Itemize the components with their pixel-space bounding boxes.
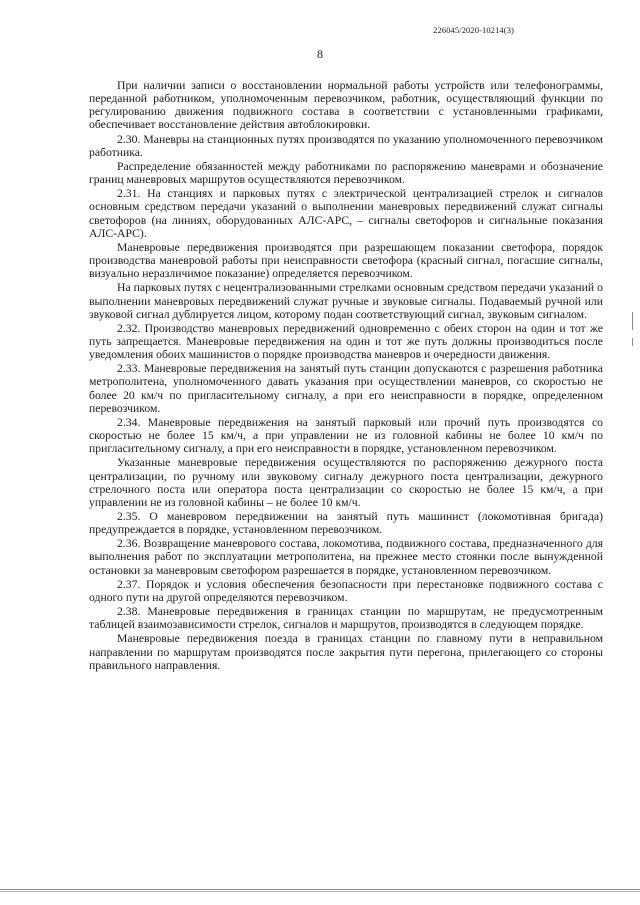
paragraph-2-34-orders: Указанные маневровые передвижения осуществляются по распоряжению дежурного поста централизации, по ручному или звуковому сигналу дежурного поста централизации, дежурного стрелочного поста или оператора поста централизации со скоростью не более 15 км/ч, а при управлении не из головной кабины – не более 10 км/ч. bbox=[89, 456, 603, 509]
document-id: 226045/2020-10214(3) bbox=[433, 25, 514, 35]
paragraph-2-31-signal: Маневровые передвижения производятся при разрешающем показании светофора, порядок производства маневровой работы при неисправности светофора (красный сигнал, погасшие сигналы, визуально неразличимое показание) определяется перевозчиком. bbox=[89, 240, 603, 281]
paragraph-2-36: 2.36. Возвращение маневрового состава, локомотива, подвижного состава, предназначенного для выполнения работ по эксплуатации метрополитена, на прежнее место стоянки после вынужденной остановки за маневровым светофором разрешается в порядке, установленном перевозчиком. bbox=[89, 537, 603, 577]
paragraph-2-38: 2.38. Маневровые передвижения в границах станции по маршрутам, не предусмотренным таблицей взаимозависимости стрелок, сигналов и маршрутов, производятся в следующем порядке. bbox=[89, 605, 603, 632]
page-number: 8 bbox=[317, 47, 323, 61]
paragraph-2-31: 2.31. На станциях и парковых путях с электрической централизацией стрелок и сигналов основным средством передачи указаний о выполнении маневровых передвижений служат сигналы светофоров (на линиях, оборудованных АЛС-АРС, – сигналы светофоров и сигнальные показания АЛС-АРС). bbox=[89, 187, 603, 240]
scan-bottom-line bbox=[0, 891, 640, 892]
paragraph-2-38-main-track: Маневровые передвижения поезда в границах станции по главному пути в неправильном направлении по маршрутам производятся после закрытия пути перегона, прилегающего со стороны правильного направления. bbox=[89, 632, 603, 672]
paragraph-2-34: 2.34. Маневровые передвижения на занятый парковый или прочий путь производятся со скоростью не более 15 км/ч, а при управлении не из головной кабины не более 10 км/ч по пригласительному сигналу, а при его неисправности в порядке, установленном перевозчиком. bbox=[89, 415, 603, 456]
paragraph-2-30: 2.30. Маневры на станционных путях производятся по указанию уполномоченного перевозчиком работника. bbox=[89, 132, 603, 159]
scan-edge-mark bbox=[632, 338, 633, 346]
paragraph-2-30-duties: Распределение обязанностей между работниками по распоряжению маневрами и обозначение границ маневровых маршрутов осуществляются перевозчиком. bbox=[89, 159, 603, 187]
paragraph-2-35: 2.35. О маневровом передвижении на занятый путь машинист (локомотивная бригада) предупреждается в порядке, установленном перевозчиком. bbox=[89, 510, 603, 537]
paragraph-2-37: 2.37. Порядок и условия обеспечения безопасности при перестановке подвижного состава с одного пути на другой определяются перевозчиком. bbox=[89, 577, 603, 604]
paragraph-2-33: 2.33. Маневровые передвижения на занятый путь станции допускаются с разрешения работника метрополитена, уполномоченного давать указания при осуществлении маневров, со скоростью не более 20 км/ч по пригласительному сигналу, а при его неисправности в порядке, определенном перевозчиком. bbox=[89, 362, 603, 415]
paragraph-intro-autoblock: При наличии записи о восстановлении нормальной работы устройств или телефонограммы, переданной работником, уполномоченным перевозчиком, работник, осуществляющий функции по регулированию движения подвижного состава в соответствии с установленными графиками, обеспечивает восстановление действия автоблокировки. bbox=[89, 79, 603, 132]
paragraph-2-32: 2.32. Производство маневровых передвижений одновременно с обеих сторон на один и тот же путь запрещается. Маневровые передвижения на один и тот же путь должны производиться после уведомления обоих машинистов о порядке производства маневров и очередности движения. bbox=[89, 321, 603, 362]
paragraph-2-31-park-tracks: На парковых путях с нецентрализованными стрелками основным средством передачи указаний о выполнении маневровых передвижений служат ручные и звуковые сигналы. Подаваемый ручной или звуковой сигнал дублируется лицом, которому подан соответствующий сигнал, звуковым сигналом. bbox=[89, 281, 603, 321]
scan-edge-mark bbox=[632, 312, 633, 330]
document-body bbox=[89, 79, 603, 673]
scan-bottom-line bbox=[0, 889, 640, 890]
